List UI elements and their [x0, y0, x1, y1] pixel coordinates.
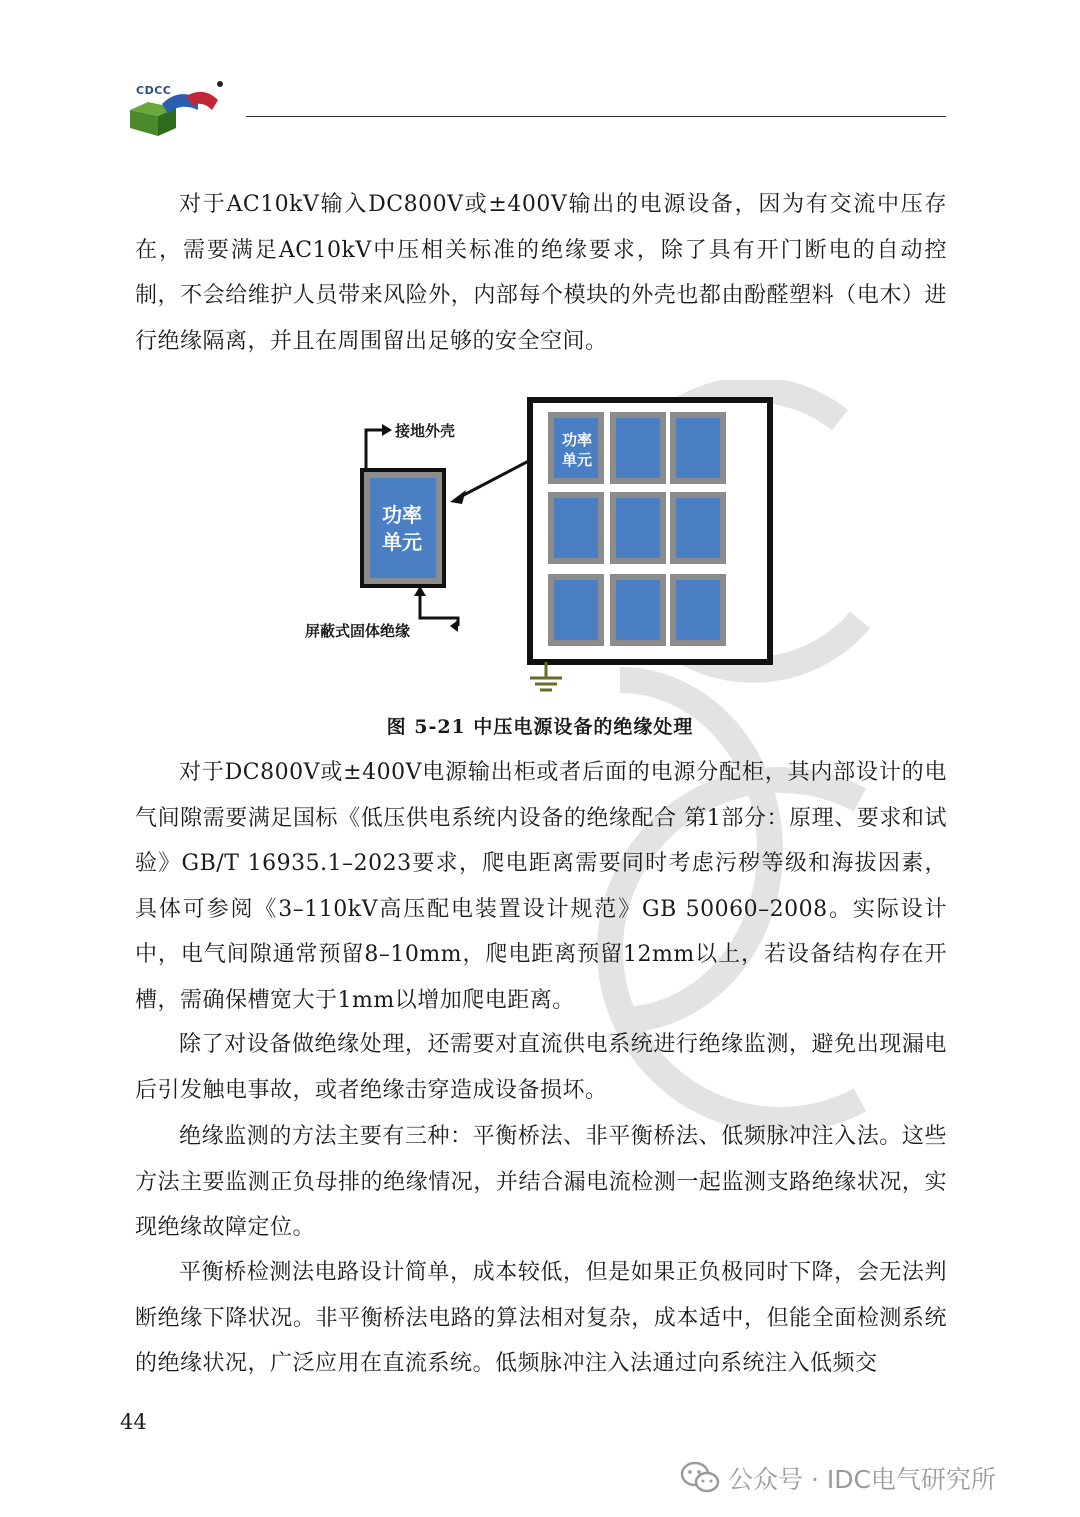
label-power-unit-small: [553, 430, 601, 470]
label-power-unit-small-line2: 单元: [561, 451, 592, 469]
logo-text: CDCC: [136, 84, 172, 97]
label-power-unit-large-line2: 单元: [382, 530, 422, 554]
paragraph-4: 绝缘监测的方法主要有三种：平衡桥法、非平衡桥法、低频脉冲注入法。这些方法主要监测正负母排的绝缘情况，并结合漏电流检测一起监测支路绝缘状况，实现绝缘故障定位。: [135, 1124, 947, 1240]
cdcc-logo-icon: [128, 70, 228, 140]
paragraph-3: 除了对设备做绝缘处理，还需要对直流供电系统进行绝缘监测，避免出现漏电后引发触电事故，或者绝缘击穿造成设备损坏。: [135, 1032, 947, 1103]
footer-watermark-text: 公众号 · IDC电气研究所: [728, 1465, 996, 1494]
page-header: [0, 0, 1080, 150]
label-power-unit-large: [364, 502, 440, 556]
label-shield-insulation: 屏蔽式固体绝缘: [305, 622, 411, 640]
label-power-unit-small-line1: 功率: [561, 431, 592, 449]
ground-icon: [530, 662, 562, 690]
wechat-icon: [680, 1461, 720, 1495]
label-power-unit-large-line1: 功率: [382, 503, 422, 527]
header-divider: [246, 116, 946, 117]
paragraph-5: 平衡桥检测法电路设计简单，成本较低，但是如果正负极同时下降，会无法判断绝缘下降状况。非平衡桥法电路的算法相对复杂，成本适中，但能全面检测系统的绝缘状况，广泛应用在直流系统。低频脉冲注入法通过向系统注入低频交: [135, 1260, 947, 1376]
label-ground-shell: 接地外壳: [395, 422, 456, 440]
footer-watermark: [680, 1460, 996, 1496]
paragraph-1: 对于AC10kV输入DC800V或±400V输出的电源设备，因为有交流中压存在，需要满足AC10kV中压相关标准的绝缘要求，除了具有开门断电的自动控制，不会给维护人员带来风险外，内部每个模块的外壳也都由酚醛塑料（电木）进行绝缘隔离，并且在周围留出足够的安全空间。: [135, 192, 947, 354]
paragraph-2: 对于DC800V或±400V电源输出柜或者后面的电源分配柜，其内部设计的电气间隙需要满足国标《低压供电系统内设备的绝缘配合 第1部分：原理、要求和试验》GB/T 16935.1–2023要求，爬电距离需要同时考虑污秽等级和海拔因素，具体可参阅《3–110kV高压配电装置设计规范》GB 50060–2008。实际设计中，电气间隙通常预留8–10mm，爬电距离预留12mm以上，若设备结构存在开槽，需确保槽宽大于1mm以增加爬电距离。: [135, 760, 947, 1013]
page-number: 44: [120, 1410, 147, 1434]
figure-caption: 图 5-21 中压电源设备的绝缘处理: [386, 716, 694, 738]
